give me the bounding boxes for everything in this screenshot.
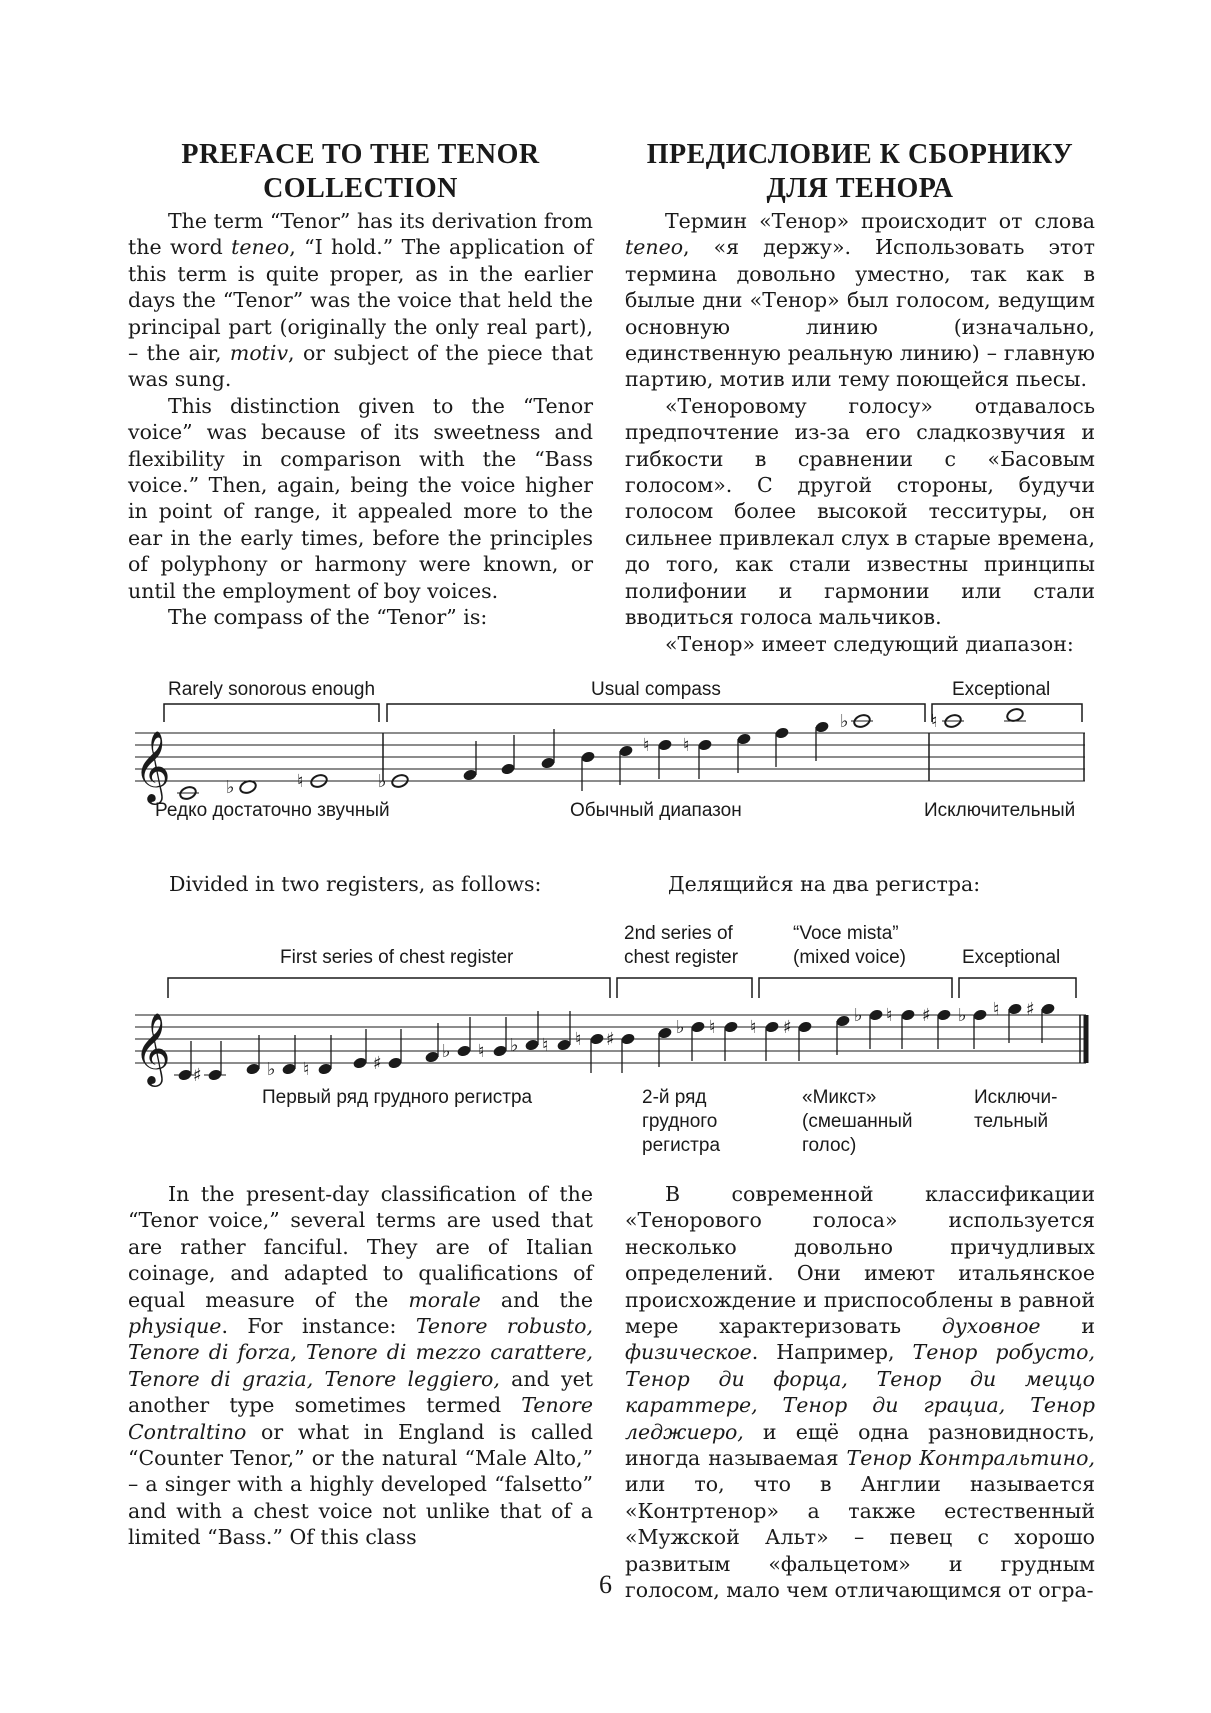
text-run: или то, что в Англии называется «Контртенор» а также естественный «Мужской Альт» – певец с хорошо развитым «фальцетом» и грудным голосом, мало чем отличающимся от огра- bbox=[625, 1472, 1095, 1603]
svg-text:♮: ♮ bbox=[886, 1005, 893, 1026]
svg-text:♮: ♮ bbox=[643, 735, 650, 756]
svg-text:♭: ♭ bbox=[510, 1035, 519, 1056]
text-run: Tenore robusto, Tenore di forza, Tenore di mezzo carattere, Tenore di grazia, Tenore leggiero, bbox=[128, 1314, 593, 1391]
ex1-label-usual-en: Usual compass bbox=[591, 679, 721, 700]
left-paragraph-4 bbox=[128, 1181, 593, 1551]
text-run: , or subject of the piece that was sung. bbox=[128, 341, 593, 392]
text-run: и bbox=[1040, 1314, 1095, 1339]
ex1-label-exc-en: Exceptional bbox=[952, 679, 1051, 700]
text-run: , «я держу». Использовать этот термина довольно уместно, так как в былые дни «Тенор» был голосом, ведущим основную линию (изначально, единственную реальную линию) – главную партию, мотив или тему поющейся пьесы. bbox=[625, 235, 1095, 392]
text-run: . Например, bbox=[751, 1340, 913, 1365]
right-title-line2: ДЛЯ ТЕНОРА bbox=[766, 173, 954, 204]
left-title-line2: COLLECTION bbox=[263, 173, 458, 204]
text-run: In the present-day classification of the “Tenor voice,” several terms are used that are rather fanciful. They are of Italian coinage, and adapted to qualifications of equal measure of the bbox=[128, 1182, 593, 1312]
svg-text:♮: ♮ bbox=[709, 1017, 716, 1038]
svg-text:♮: ♮ bbox=[575, 1029, 582, 1050]
text-run: Тенор робусто, Тенор ди форца, Тенор ди меццо караттере, Тенор ди грациа, Тенор леджиеро, bbox=[625, 1340, 1095, 1444]
note bbox=[352, 1029, 367, 1070]
svg-text:♮: ♮ bbox=[750, 1017, 757, 1038]
ex1-label-usual-ru: Обычный диапазон bbox=[570, 800, 742, 821]
text-run: The term “Tenor” has its derivation from the word bbox=[128, 209, 593, 260]
text-run: morale bbox=[408, 1287, 481, 1312]
svg-text:♮: ♮ bbox=[683, 735, 690, 756]
ex2-label-second-en-1: 2nd series of bbox=[624, 923, 733, 944]
note bbox=[245, 1035, 260, 1076]
text-run: «Теноровому голосу» отдавалось предпочтение из-за его сладкозвучия и гибкости в сравнении с «Басовым голосом». С другой стороны, будучи голосом более высокой тесситуры, он сильнее привлекал слух в старые времена, до того, как стали известны принципы полифонии и гармонии или стали вводиться голоса мальчиков. bbox=[625, 393, 1095, 630]
right-body-bottom bbox=[625, 1181, 1095, 1604]
svg-text:♮: ♮ bbox=[297, 771, 304, 792]
left-title-line1: PREFACE TO THE TENOR bbox=[181, 139, 540, 170]
text-run: motiv bbox=[229, 341, 289, 366]
svg-text:♮: ♮ bbox=[478, 1041, 485, 1062]
ex1-treble-clef: 𝄞 bbox=[134, 729, 171, 802]
svg-text:♯: ♯ bbox=[783, 1017, 792, 1038]
note bbox=[835, 1014, 850, 1055]
page-number: 6 bbox=[599, 1570, 612, 1599]
ex2-label-first-en: First series of chest register bbox=[280, 947, 514, 968]
text-run: физическое bbox=[625, 1340, 752, 1365]
text-run: духовное bbox=[941, 1314, 1041, 1339]
ex2-label-second-ru-2: грудного bbox=[642, 1111, 718, 1132]
ex2-label-mixed-ru-3: голос) bbox=[802, 1135, 857, 1156]
text-run: . For instance: bbox=[221, 1314, 416, 1339]
note bbox=[303, 1035, 333, 1080]
text-run: «Тенор» имеет следующий диапазон: bbox=[665, 631, 1074, 656]
ex1-label-rare-en: Rarely sonorous enough bbox=[168, 679, 376, 700]
note bbox=[542, 1011, 572, 1056]
note bbox=[510, 1011, 540, 1056]
ex2-label-mixed-en-2: (mixed voice) bbox=[793, 947, 906, 968]
text-run: physique bbox=[128, 1314, 222, 1339]
note bbox=[657, 1026, 672, 1067]
ex2-label-mixed-en-1: “Voce mista” bbox=[793, 923, 899, 944]
divided-caption-en: Divided in two registers, as follows: bbox=[169, 872, 542, 896]
ex2-label-second-en-2: chest register bbox=[624, 947, 739, 968]
ex2-notes bbox=[174, 999, 1056, 1086]
text-run: This distinction given to the “Tenor voice” was because of its sweetness and flexibility in comparison with the “Bass voice.” Then, again, being the voice higher in point of range, it appealed more to the ear in the early times, before the principles of polyphony or harmony were known, or until the employment of boy voices. bbox=[128, 393, 593, 603]
ex2-label-mixed-ru-1: «Микст» bbox=[802, 1087, 877, 1108]
ex2-label-exc-ru-1: Исключи- bbox=[974, 1087, 1058, 1108]
svg-text:♭: ♭ bbox=[854, 1005, 863, 1026]
text-run: и ещё одна разновидность, иногда называемая bbox=[625, 1419, 1095, 1471]
svg-text:♮: ♮ bbox=[542, 1035, 549, 1056]
note bbox=[267, 1035, 297, 1080]
svg-text:♭: ♭ bbox=[958, 1005, 967, 1026]
ex2-treble-clef: 𝄞 bbox=[134, 1011, 171, 1084]
ex2-brackets bbox=[168, 978, 1076, 998]
note bbox=[1026, 999, 1056, 1043]
text-run: teneo bbox=[231, 235, 290, 260]
text-run: Tenore Contraltino bbox=[128, 1393, 593, 1444]
note bbox=[993, 999, 1023, 1043]
text-run: The compass of the “Tenor” is: bbox=[168, 605, 488, 630]
svg-text:♯: ♯ bbox=[373, 1053, 382, 1074]
right-paragraph-4 bbox=[625, 1181, 1095, 1604]
ex1-label-rare-ru: Редко достаточно звучный bbox=[155, 800, 390, 821]
svg-text:♯: ♯ bbox=[193, 1065, 202, 1086]
svg-text:♭: ♭ bbox=[267, 1059, 276, 1080]
text-run: Тенор Контральтино, bbox=[846, 1446, 1095, 1471]
text-run: or what in England is called “Counter Tenor,” or the natural “Male Alto,” – a singer with a highly developed “falsetto” and with a chest voice not unlike that of a limited “Bass.” Of this class bbox=[128, 1419, 593, 1550]
svg-text:♭: ♭ bbox=[378, 771, 387, 792]
ex2-label-exc-en: Exceptional bbox=[962, 947, 1061, 968]
svg-text:♯: ♯ bbox=[606, 1029, 615, 1050]
left-body-bottom bbox=[128, 1181, 593, 1551]
text-run: and the bbox=[480, 1287, 593, 1312]
text-run: teneo bbox=[625, 235, 684, 260]
ex2-label-exc-ru-2: тельный bbox=[974, 1111, 1049, 1132]
svg-text:♭: ♭ bbox=[840, 711, 849, 732]
divided-caption-ru: Делящийся на два регистра: bbox=[668, 872, 981, 896]
ex2-label-second-ru-1: 2-й ряд bbox=[642, 1087, 707, 1108]
svg-text:♭: ♭ bbox=[676, 1017, 685, 1038]
svg-text:♮: ♮ bbox=[303, 1059, 310, 1080]
svg-text:♯: ♯ bbox=[922, 1005, 931, 1026]
text-run: , “I hold.” The application of this term is quite proper, as in the earlier days the “Tenor” was the voice that held the principal part (originally the only real part), – the air, bbox=[128, 235, 593, 366]
text-run: and yet another type sometimes termed bbox=[128, 1366, 593, 1418]
svg-text:♭: ♭ bbox=[226, 777, 235, 798]
right-title-line1: ПРЕДИСЛОВИЕ К СБОРНИКУ bbox=[646, 139, 1074, 170]
svg-text:♮: ♮ bbox=[931, 711, 938, 732]
ex2-label-first-ru: Первый ряд грудного регистра bbox=[262, 1087, 533, 1108]
ex2-label-second-ru-3: регистра bbox=[642, 1135, 721, 1156]
svg-text:♯: ♯ bbox=[1026, 999, 1035, 1020]
ex2-label-mixed-ru-2: (смешанный bbox=[802, 1111, 913, 1132]
ex1-label-exc-ru: Исключительный bbox=[924, 800, 1076, 821]
note bbox=[424, 1023, 439, 1064]
svg-text:♭: ♭ bbox=[442, 1041, 451, 1062]
text-run: Термин «Тенор» происходит от слова bbox=[665, 209, 1095, 233]
svg-text:♮: ♮ bbox=[993, 999, 1000, 1020]
text-run: В современной классификации «Тенорового голоса» используется несколько довольно причудливых определений. Они имеют итальянское происхождение и приспособлены в равной мере характеризовать bbox=[625, 1182, 1095, 1339]
